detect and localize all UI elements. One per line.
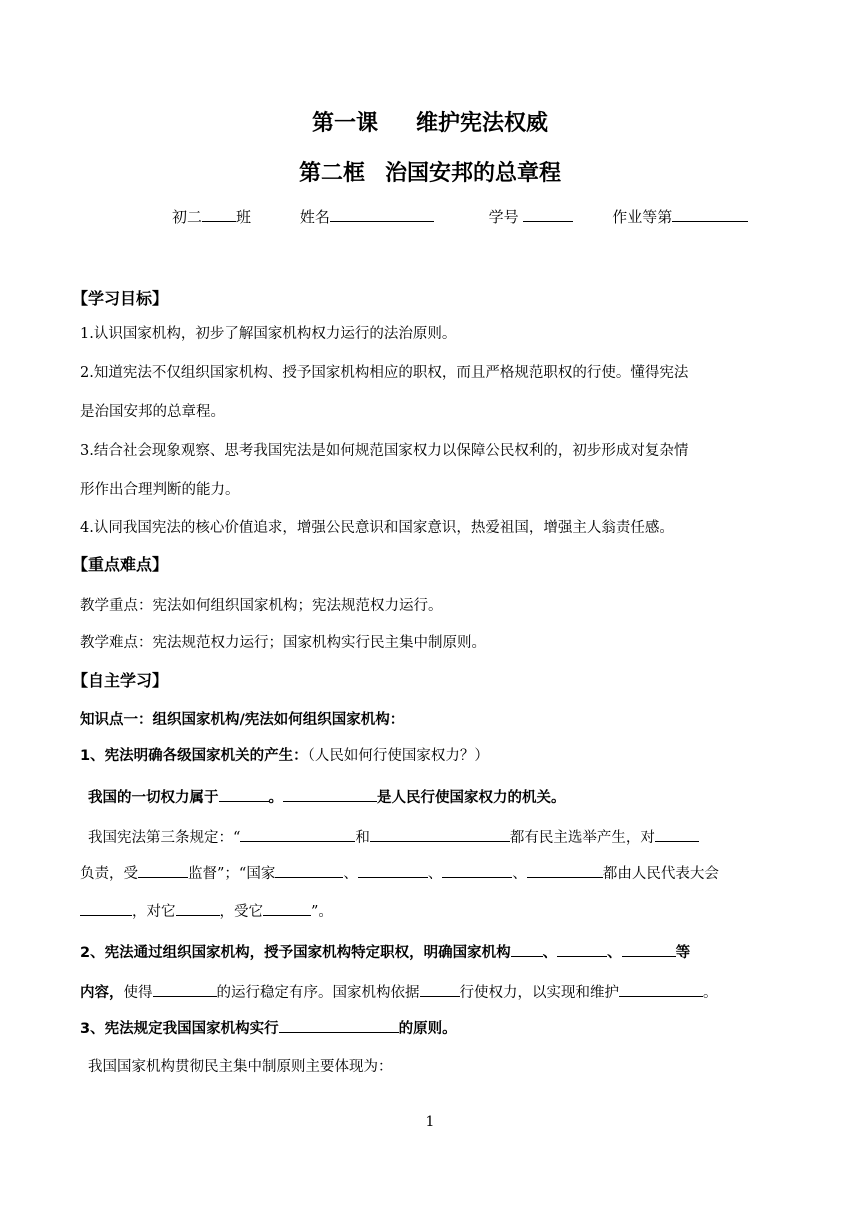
article-text-f: 都由人民代表大会 — [602, 866, 719, 882]
power-text-c: 是人民行使国家权力的机关。 — [377, 790, 566, 806]
article-text-e: 监督”；“国家 — [188, 866, 276, 882]
blank-a5[interactable] — [275, 862, 343, 878]
constitution-article-3 — [88, 826, 699, 847]
blank-a2[interactable] — [370, 826, 510, 842]
rank-label: 作业等第 — [612, 208, 673, 226]
question-2-cont-b: 的运行稳定有序。国家机构依据 — [216, 985, 420, 1001]
blank-power-owner[interactable] — [219, 786, 269, 802]
lesson-title — [0, 106, 860, 137]
article-text-d: 负责，受 — [80, 866, 138, 882]
article-text-b: 和 — [355, 830, 370, 846]
power-sentence — [88, 786, 566, 807]
knowledge-point-1: 知识点一：组织国家机构/宪法如何组织国家机构： — [80, 712, 405, 728]
goals-heading: 【学习目标】 — [72, 289, 169, 308]
article-text-g: ，对它 — [132, 904, 176, 920]
goal-3b: 形作出合理判断的能力。 — [80, 482, 240, 498]
teaching-focus: 教学重点：宪法如何组织国家机构；宪法规范权力运行。 — [80, 598, 443, 614]
question-2-cont-c: 行使权力，以实现和维护 — [459, 985, 619, 1001]
blank-a9[interactable] — [80, 900, 132, 916]
blank-b2[interactable] — [557, 941, 607, 957]
question-2-cont-bold: 内容， — [80, 985, 124, 1001]
name-label: 姓名 — [299, 208, 330, 226]
page-number: 1 — [425, 1114, 435, 1130]
goal-2a: 2.知道宪法不仅组织国家机构、授予国家机构相应的职权，而且严格规范职权的行使。懂得宪法 — [80, 365, 689, 381]
question-1 — [80, 744, 489, 765]
question-1-hint: （人民如何行使国家权力？） — [307, 748, 489, 764]
class-label: 班 — [236, 208, 252, 226]
blank-c1[interactable] — [279, 1017, 399, 1033]
question-3-text: 3、宪法规定我国国家机构实行 — [80, 1021, 279, 1037]
goal-4: 4.认同我国宪法的核心价值追求，增强公民意识和国家意识，热爱祖国，增强主人翁责任感。 — [80, 520, 674, 536]
blank-b5[interactable] — [420, 981, 460, 997]
number-label: 学号 — [488, 208, 519, 226]
sep: 、 — [607, 945, 622, 961]
teaching-difficulty: 教学难点：宪法规范权力运行；国家机构实行民主集中制原则。 — [80, 635, 486, 651]
blank-a4[interactable] — [138, 862, 188, 878]
article-text-a: 我国宪法第三条规定：“ — [88, 830, 241, 846]
grade-label: 初二 — [172, 208, 203, 226]
blank-a6[interactable] — [358, 862, 428, 878]
student-info-line — [172, 206, 748, 227]
power-text-b: 。 — [268, 790, 283, 806]
goal-1: 1.认识国家机构，初步了解国家机构权力运行的法治原则。 — [80, 326, 457, 342]
question-2-cont — [80, 981, 718, 1002]
name-blank[interactable] — [330, 206, 434, 222]
lesson-number: 第一课 — [311, 111, 378, 136]
question-2-cont-a: 使得 — [123, 985, 153, 1001]
blank-a3[interactable] — [655, 826, 699, 842]
blank-a11[interactable] — [263, 900, 311, 916]
blank-b3[interactable] — [622, 941, 676, 957]
number-blank[interactable] — [523, 206, 573, 222]
section-number: 第二框 — [298, 161, 365, 186]
blank-power-organ[interactable] — [283, 786, 377, 802]
sep: 、 — [512, 866, 527, 882]
sep: 、 — [542, 945, 558, 961]
section-name: 治国安邦的总章程 — [385, 161, 562, 186]
blank-a8[interactable] — [527, 862, 603, 878]
blank-a7[interactable] — [442, 862, 512, 878]
keys-heading: 【重点难点】 — [72, 555, 169, 574]
rank-blank[interactable] — [672, 206, 748, 222]
democratic-centralism-intro: 我国国家机构贯彻民主集中制原则主要体现为： — [88, 1059, 393, 1075]
lesson-name: 维护宪法权威 — [416, 111, 549, 136]
self-study-heading: 【自主学习】 — [72, 671, 169, 690]
question-2-cont-d: 。 — [703, 985, 718, 1001]
question-1-text: 1、宪法明确各级国家机关的产生： — [80, 748, 308, 764]
blank-b4[interactable] — [153, 981, 217, 997]
section-title — [0, 156, 860, 187]
article-line-3 — [80, 900, 333, 921]
blank-b1[interactable] — [511, 941, 543, 957]
class-blank[interactable] — [202, 206, 236, 222]
article-text-c: 都有民主选举产生，对 — [509, 830, 655, 846]
power-text-a: 我国的一切权力属于 — [88, 790, 219, 806]
blank-b6[interactable] — [619, 981, 703, 997]
article-line-2 — [80, 862, 719, 883]
sep: 、 — [343, 866, 358, 882]
blank-a1[interactable] — [240, 826, 355, 842]
question-2-text: 2、宪法通过组织国家机构，授予国家机构特定职权，明确国家机构 — [80, 945, 511, 961]
question-3 — [80, 1017, 457, 1038]
sep: 、 — [427, 866, 443, 882]
article-text-h: ，受它 — [219, 904, 263, 920]
question-3-end: 的原则。 — [398, 1021, 457, 1037]
goal-3a: 3.结合社会现象观察、思考我国宪法是如何规范国家权力以保障公民权利的，初步形成对复杂情 — [80, 443, 689, 459]
goal-2b: 是治国安邦的总章程。 — [80, 404, 225, 420]
question-2 — [80, 941, 690, 962]
blank-a10[interactable] — [176, 900, 220, 916]
article-text-i: ”。 — [311, 904, 333, 920]
question-2-end: 等 — [675, 945, 691, 961]
